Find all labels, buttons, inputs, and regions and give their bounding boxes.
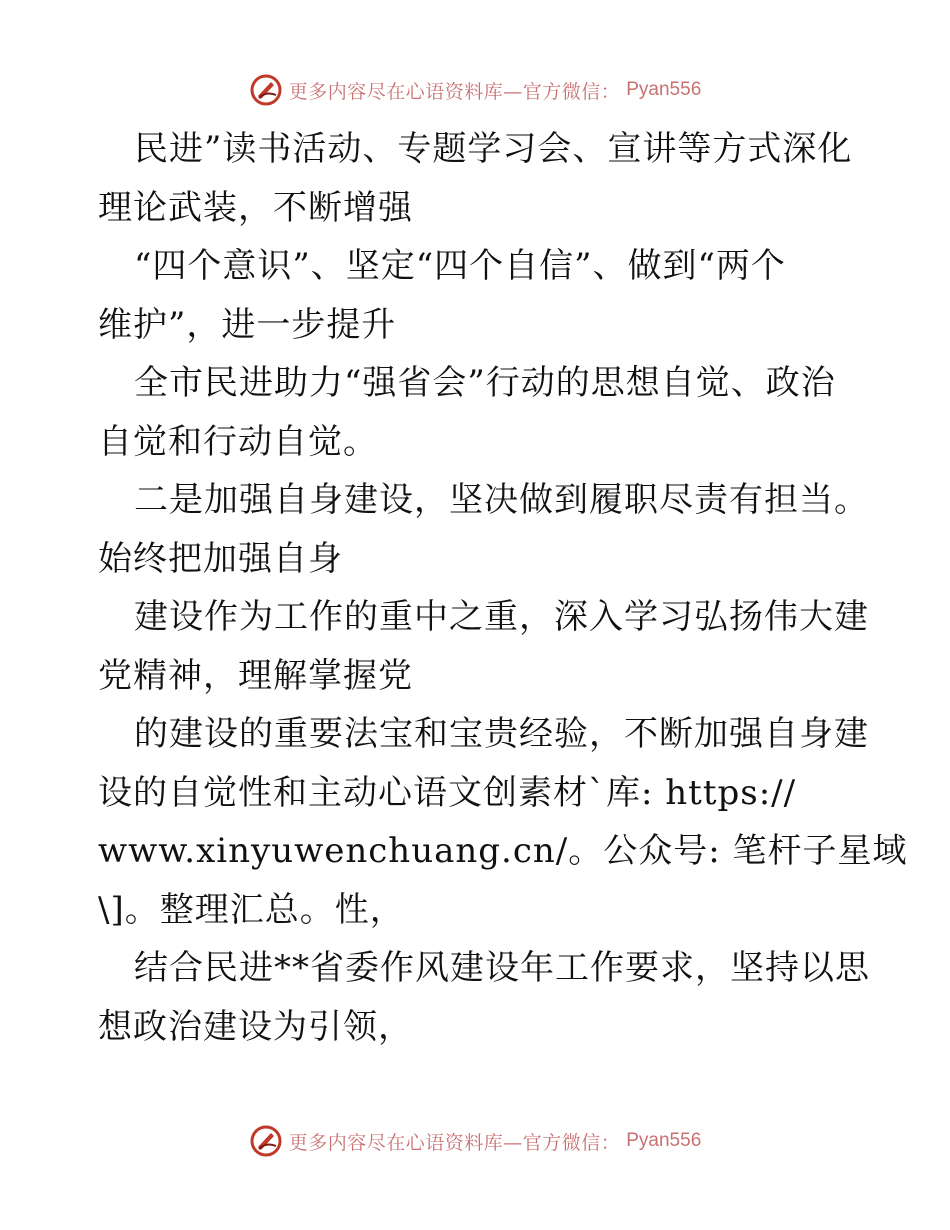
body-line: 想政治建设为引领， [98,1006,413,1047]
header-banner-text: 更多内容尽在心语资料库—官方微信： [288,80,621,103]
body-line: 二是加强自身建设，坚决做到履职尽责有担当。 [134,480,869,520]
header-wechat-id: Pyan556 [626,79,702,100]
brand-logo-icon [249,73,283,107]
body-line: 全市民进助力“强省会”行动的思想自觉、政治 [134,363,836,403]
brand-logo-icon [249,1124,283,1158]
body-line: 民进”读书活动、专题学习会、宣讲等方式深化 [134,129,853,169]
body-line: 的建设的重要法宝和宝贵经验，不断加强自身建 [134,714,869,754]
body-line: www.xinyuwenchuang.cn/。公众号: 笔杆子星域 [98,831,908,871]
footer-banner [0,1121,950,1161]
header-banner [0,70,950,110]
body-line: 结合民进**省委作风建设年工作要求，坚持以思 [134,948,870,988]
body-line: 设的自觉性和主动心语文创素材`库: https:// [98,772,797,813]
body-line: 建设作为工作的重中之重，深入学习弘扬伟大建 [134,597,869,637]
body-line: 维护”，进一步提升 [98,304,397,345]
footer-wechat-id: Pyan556 [626,1130,702,1151]
footer-banner-text: 更多内容尽在心语资料库—官方微信： [288,1131,621,1154]
body-line: \]。整理汇总。性， [98,889,405,930]
body-line: 自觉和行动自觉。 [98,421,378,462]
body-line: “四个意识”、坚定“四个自信”、做到“两个 [134,246,786,286]
document-body [98,120,908,1056]
body-line: 理论武装，不断增强 [98,187,413,228]
body-line: 党精神，理解掌握党 [98,655,413,696]
body-line: 始终把加强自身 [98,538,343,579]
